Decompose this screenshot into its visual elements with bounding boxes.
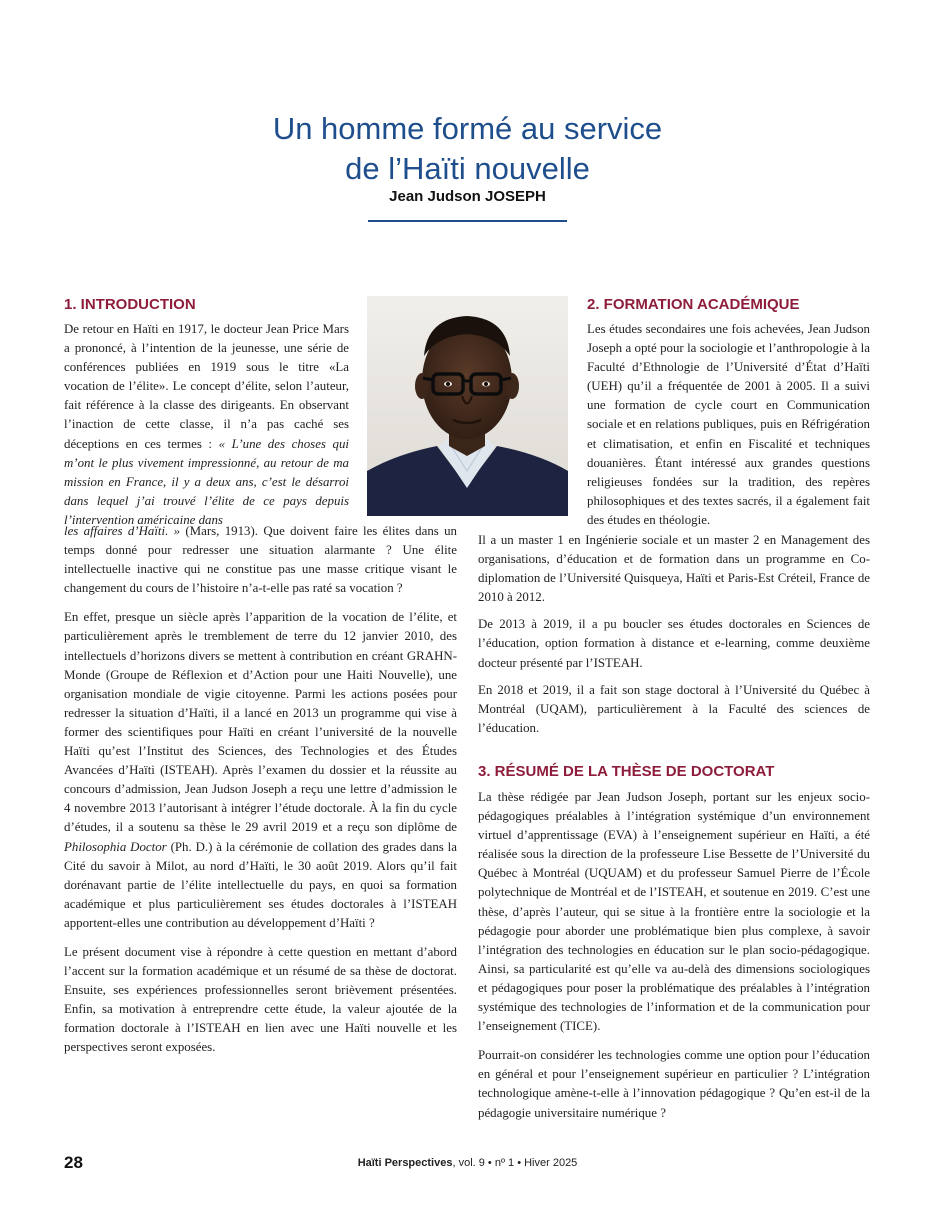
intro-p3: Le présent document vise à répondre à cette question en mettant d’abord l’accent sur la formation académique et un résumé de sa thèse de doctorat. Ensuite, ses expériences professionnelles seront brièvement présentées. Enfin, sa motivation à entreprendre cette étude, la valeur ajoutée de la formation doctorale à l’ISTEAH en lien avec une Haïti nouvelle et les perspectives seront exposées. [64,944,457,1055]
section-heading-introduction: 1. INTRODUCTION [64,296,196,313]
intro-p2-emphasis: Philosophia Doctor [64,839,167,854]
journal-name: Haïti Perspectives [357,1157,453,1169]
intro-p2-text: En effet, presque un siècle après l’apparition de la vocation de l’élite, et particulièrement après le tremblement de terre du 12 janvier 2010, des intellectuels d’horizons divers se mettent à contribution en créant GRAHN-Monde (Groupe de Réflexion et d’Action pour une Haiti Nouvelle), une organisation mondiale de vigie citoyenne. Parmi les actions posées pour redresser la situation d’Haïti, il a lancé en 2013 un programme qui vise à former des scientifiques pour Haïti en créant l’université de la nouvelle Haïti qu’est l’Institut des Sciences, des Technologies et des Études Avancées d’Haïti (ISTEAH). Après l’examen du dossier et la réussite au concours d’admission, Jean Judson Joseph a reçu une lettre d’admission le 4 novembre 2013 l’autorisant à intégrer l’étude doctorale. À la fin du cycle d’études, il a soutenu sa thèse le 29 avril 2019 et a reçu son diplôme de [64,610,457,835]
author-name: Jean Judson JOSEPH [389,188,546,205]
intro-p1-quote-start: « L’une des choses qui m’ont le plus vivement impressionné, au retour de ma mission en France, il y a deux ans, c’est le désarroi dans lequel j’ai trouvé l’élite de ce pays depuis l’intervention américaine dans [64,436,349,527]
intro-p1-quote-end: les affaires d’Haïti. » [64,524,181,538]
resume-column [478,788,870,1131]
journal-issue: , vol. 9 • nº 1 • Hiver 2025 [452,1157,578,1169]
formation-paragraph-1 [587,320,870,530]
journal-footer [0,1157,935,1169]
section-heading-resume: 3. RÉSUMÉ DE LA THÈSE DE DOCTORAT [478,763,775,780]
formation-column-lower [478,531,870,746]
author-portrait-photo [367,296,568,516]
author-divider [368,220,567,222]
article-title-line-2: de l’Haïti nouvelle [345,150,590,186]
section-heading-formation: 2. FORMATION ACADÉMIQUE [587,296,800,313]
resume-p2: Pourrait-on considérer les technologies comme une option pour l’éducation en général et pour l’enseignement supérieur en particulier ? L’intégration technologique amène-t-elle à l’innovation pédagogique ? Qu’en est-il de la pédagogie universitaire numérique ? [478,1048,870,1120]
portrait-illustration [367,296,568,516]
page-number: 28 [64,1153,83,1172]
intro-p1-continuation: (Mars, 1913). Que doivent faire les élites dans un temps donné pour redresser une situation alarmante ? Une élite intellectuelle inactive qui ne constitue pas une masse critique visant le changement du cours de l’histoire n’a-t-elle pas raté sa vocation ? [64,524,457,596]
formation-p3: De 2013 à 2019, il a pu boucler ses études doctorales en Sciences de l’éducation, option formation à distance et e-learning, comme deuxième docteur présenté par l’ISTEAH. [478,617,870,670]
resume-p1: La thèse rédigée par Jean Judson Joseph, portant sur les enjeux socio-pédagogiques préalables à l’intégration systémique d’un environnement virtuel d’apprentissage (EVA) à l’enseignement supérieur en Haïti, a été réalisée sous la direction de la professeure Lise Bessette de l’Université du Québec à Montréal (UQUAM) et du professeur Samuel Pierre de l’École polytechnique de Montréal et de l’ISTEAH, et soutenue en 2019. C’est une thèse, d’après l’auteur, qui se situe à la frontière entre la sociologie et la pédagogie pour aborder une problématique bien plus complexe, à savoir l’intégration des technologies en éducation sur le plan socio-pédagogique. Ainsi, sa particularité est qu’elle va au-delà des dimensions sociologiques et pédagogiques pour poser la problématique des préalables à l’intégration systémique des technologies de l’information et de la communication pour l’enseignement (TICE). [478,790,870,1034]
intro-p2-text-end: (Ph. D.) à la cérémonie de collation des grades dans la Cité du savoir à Milot, au nord d’Haïti, le 30 août 2019. Alors qu’il fait dorénavant partie de l’élite intellectuelle du pays, en quoi sa formation académique et plus particulièrement ses études doctorales à l’ISTEAH apportent-elles une contribution au développement d’Haïti ? [64,839,457,930]
intro-p1-text: De retour en Haïti en 1917, le docteur Jean Price Mars a prononcé, à l’intention de la jeunesse, une série de conférences publiées en 1919 sous le titre «La vocation de l’élite». Le concept d’élite, selon l’auteur, fait référence à la classe des dirigeants. En observant l’inaction de cette classe, il n’a pas caché ses déceptions en ces termes : [64,322,349,451]
formation-p4: En 2018 et 2019, il a fait son stage doctoral à l’Université du Québec à Montréal (UQAM), particulièrement à la Faculté des sciences de l’éducation. [478,682,870,735]
article-title [0,109,935,189]
formation-p2: Il a un master 1 en Ingénierie sociale et un master 2 en Management des organisations, d’éducation et de formation dans un programme en Co-diplomation de l’Université Quisqueya, Haïti et Paris-Est Créteil, France de 2010 à 2012. [478,533,870,605]
article-title-line-1: Un homme formé au service [272,110,663,146]
intro-column-lower [64,522,457,1066]
formation-p1: Les études secondaires une fois achevées, Jean Judson Joseph a opté pour la sociologie et l’anthropologie à la Faculté d’Ethnologie de l’Université d’État d’Haïti (UEH) qu’il a fréquentée de 2001 à 2005. Il a suivi une formation de cycle court en Communication sociale et en relations publiques, puis en Réfrigération et climatisation, et enfin en Fiscalité et techniques douanières. Étant intéressé aux grandes questions religieuses fondées sur la tradition, des repères philosophiques et des textes sacrés, il a également fait des études en théologie. [587,322,870,527]
intro-paragraph-1-top [64,320,349,530]
